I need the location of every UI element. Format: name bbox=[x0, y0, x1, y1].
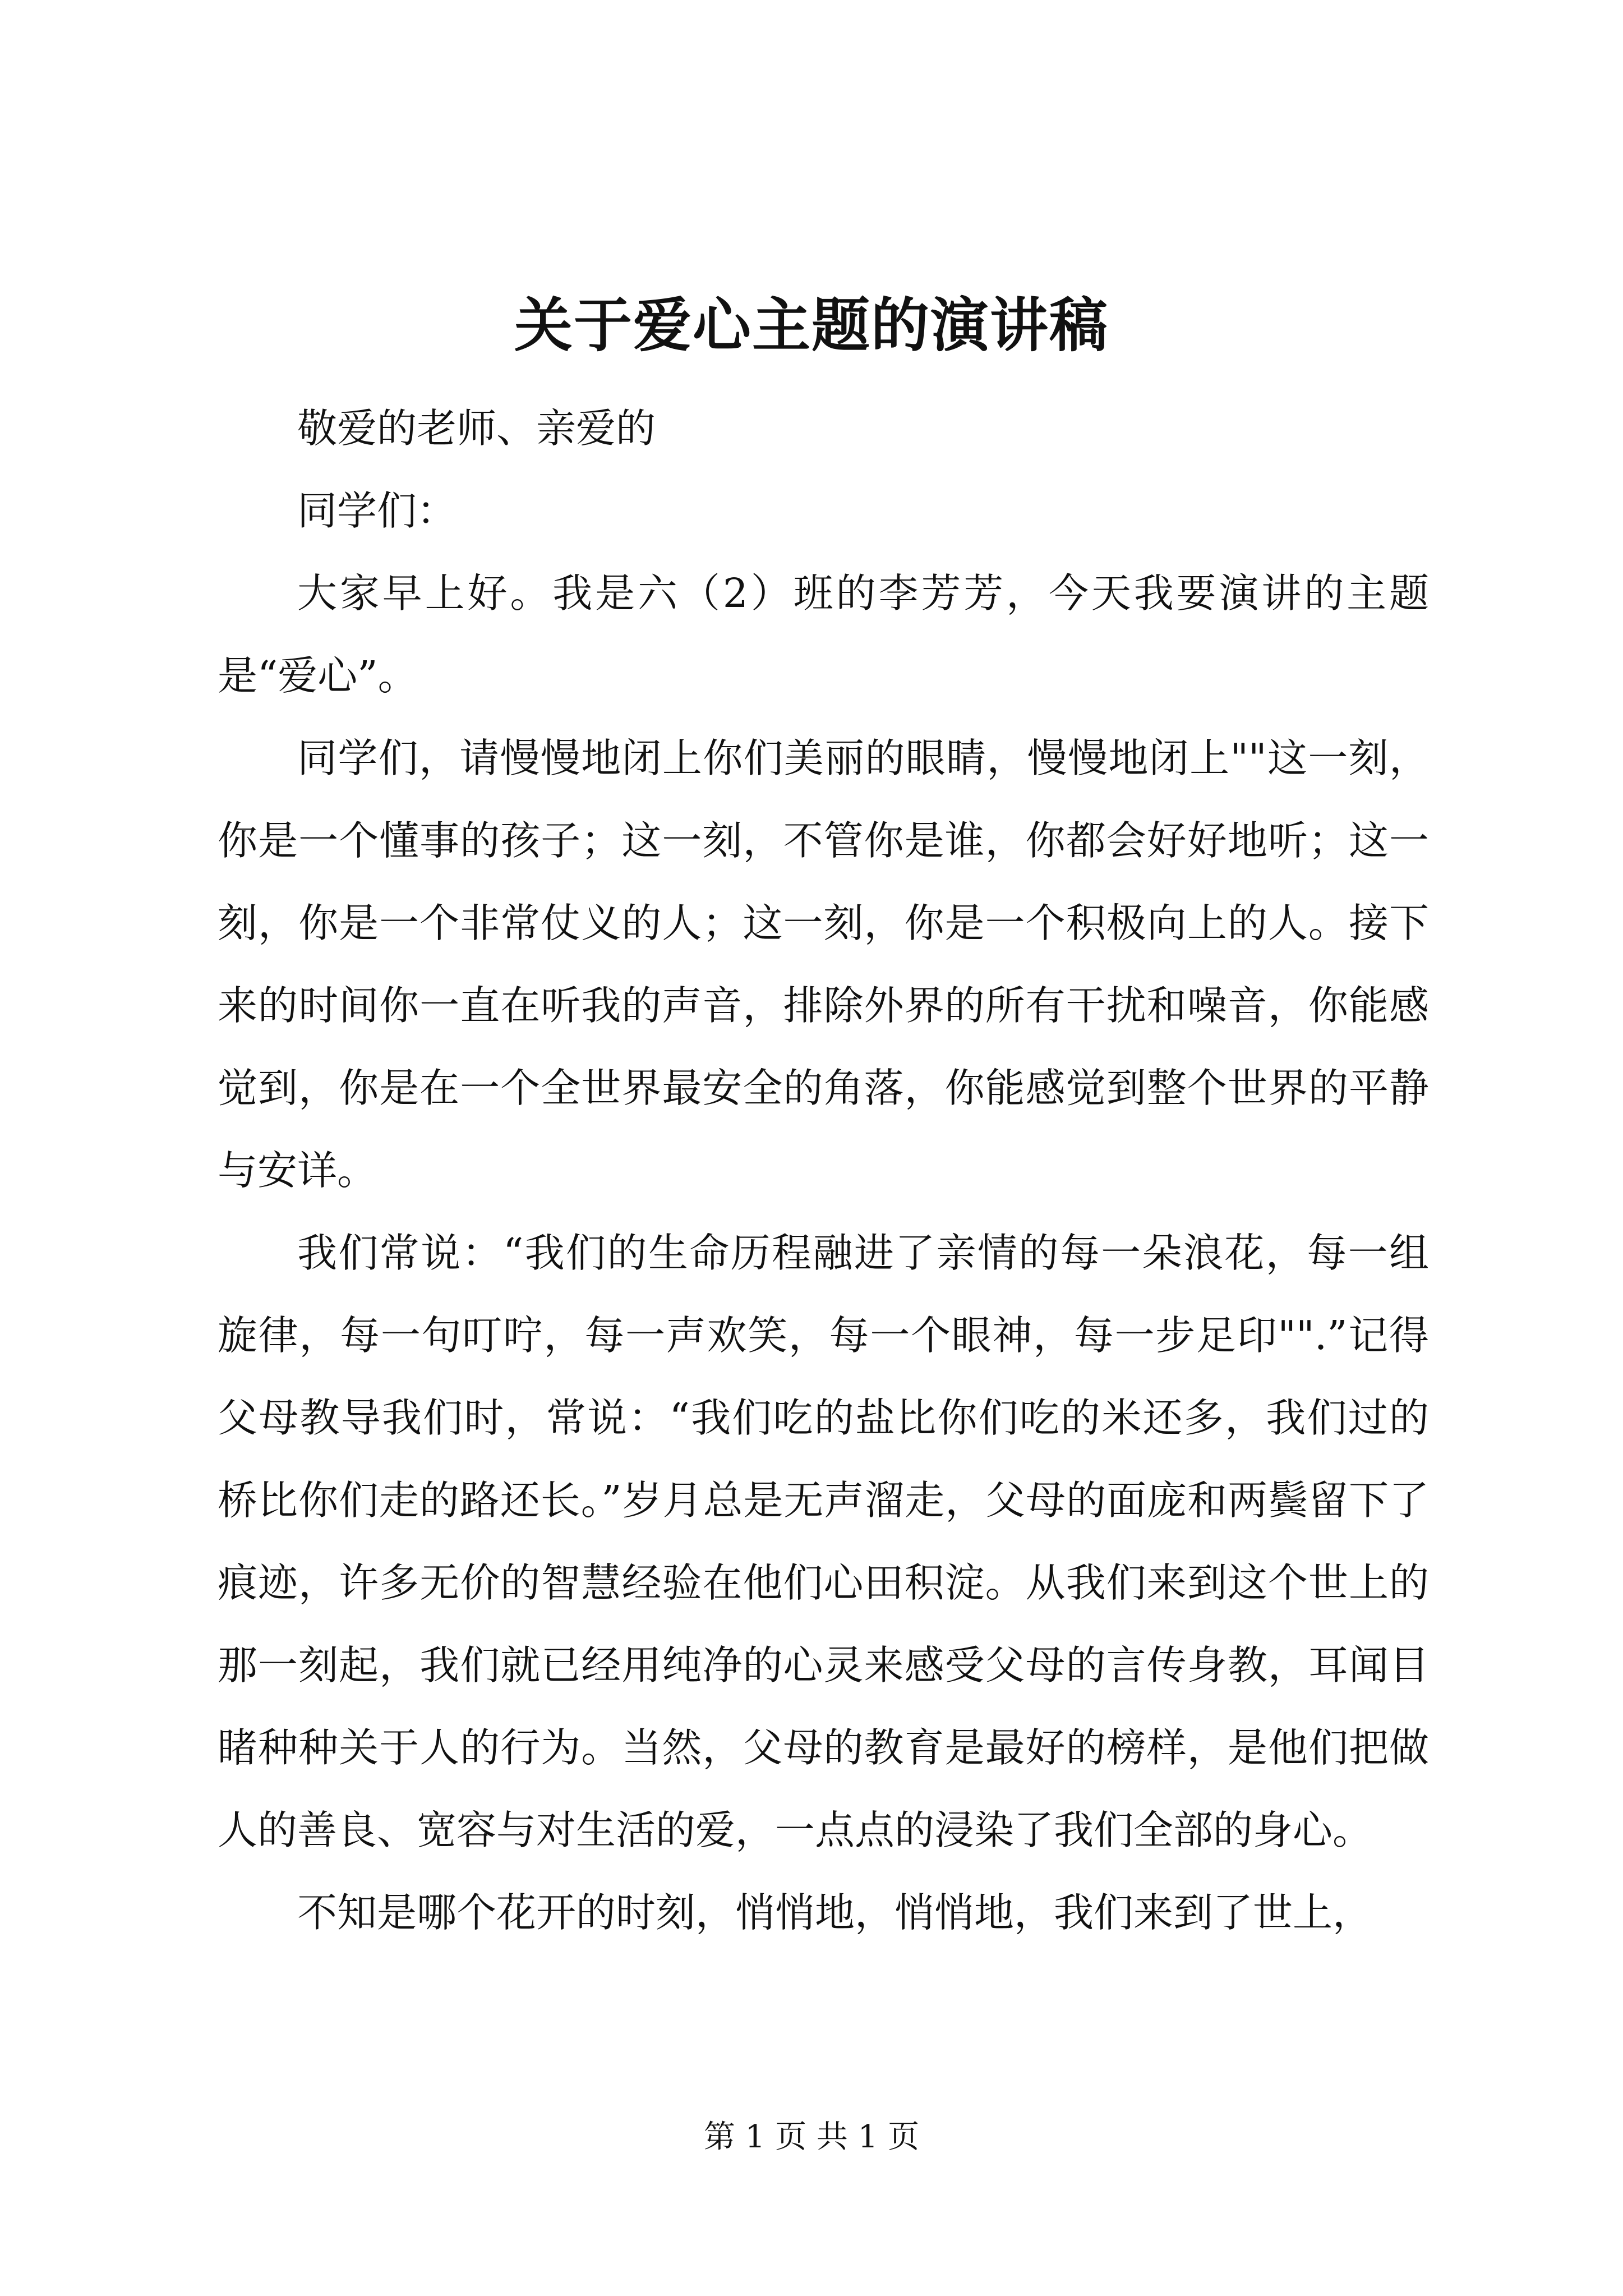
salutation-line-1: 敬爱的老师、亲爱的 bbox=[297, 405, 656, 452]
paragraph-flower: 不知是哪个花开的时刻，悄悄地，悄悄地，我们来到了世上， bbox=[297, 1889, 1373, 1936]
paragraph-parents: 我们常说：“我们的生命历程融进了亲情的每一朵浪花，每一组旋律，每一句叮咛，每一声欢笑，每一个眼神，每一步足印"".”记得父母教导我们时，常说：“我们吃的盐比你们吃的米还多，我们过的桥比你们走的路还长。”岁月总是无声溜走，父母的面庞和两鬓留下了痕迹，许多无价的智慧经验在他们心田积淀。从我们来到这个世上的那一刻起，我们就已经用纯净的心灵来感受父母的言传身教，耳闻目睹种种关于人的行为。当然，父母的教育是最好的榜样，是他们把做人的善良、宽容与对生活的爱，一点点的浸染了我们全部的身心。 bbox=[218, 1230, 1429, 1853]
salutation-line-2: 同学们： bbox=[297, 487, 457, 534]
paragraph-greeting: 大家早上好。我是六（2）班的李芳芳，今天我要演讲的主题是“爱心”。 bbox=[218, 570, 1429, 699]
document-title: 关于爱心主题的演讲稿 bbox=[514, 291, 1109, 360]
page-footer: 第 1 页 共 1 页 bbox=[703, 2119, 920, 2155]
document-body bbox=[218, 387, 1429, 1954]
paragraph-close-eyes: 同学们，请慢慢地闭上你们美丽的眼睛，慢慢地闭上""这一刻，你是一个懂事的孩子；这一刻，不管你是谁，你都会好好地听；这一刻，你是一个非常仗义的人；这一刻，你是一个积极向上的人。接下来的时间你一直在听我的声音，排除外界的所有干扰和噪音，你能感觉到，你是在一个全世界最安全的角落，你能感觉到整个世界的平静与安详。 bbox=[218, 735, 1429, 1194]
